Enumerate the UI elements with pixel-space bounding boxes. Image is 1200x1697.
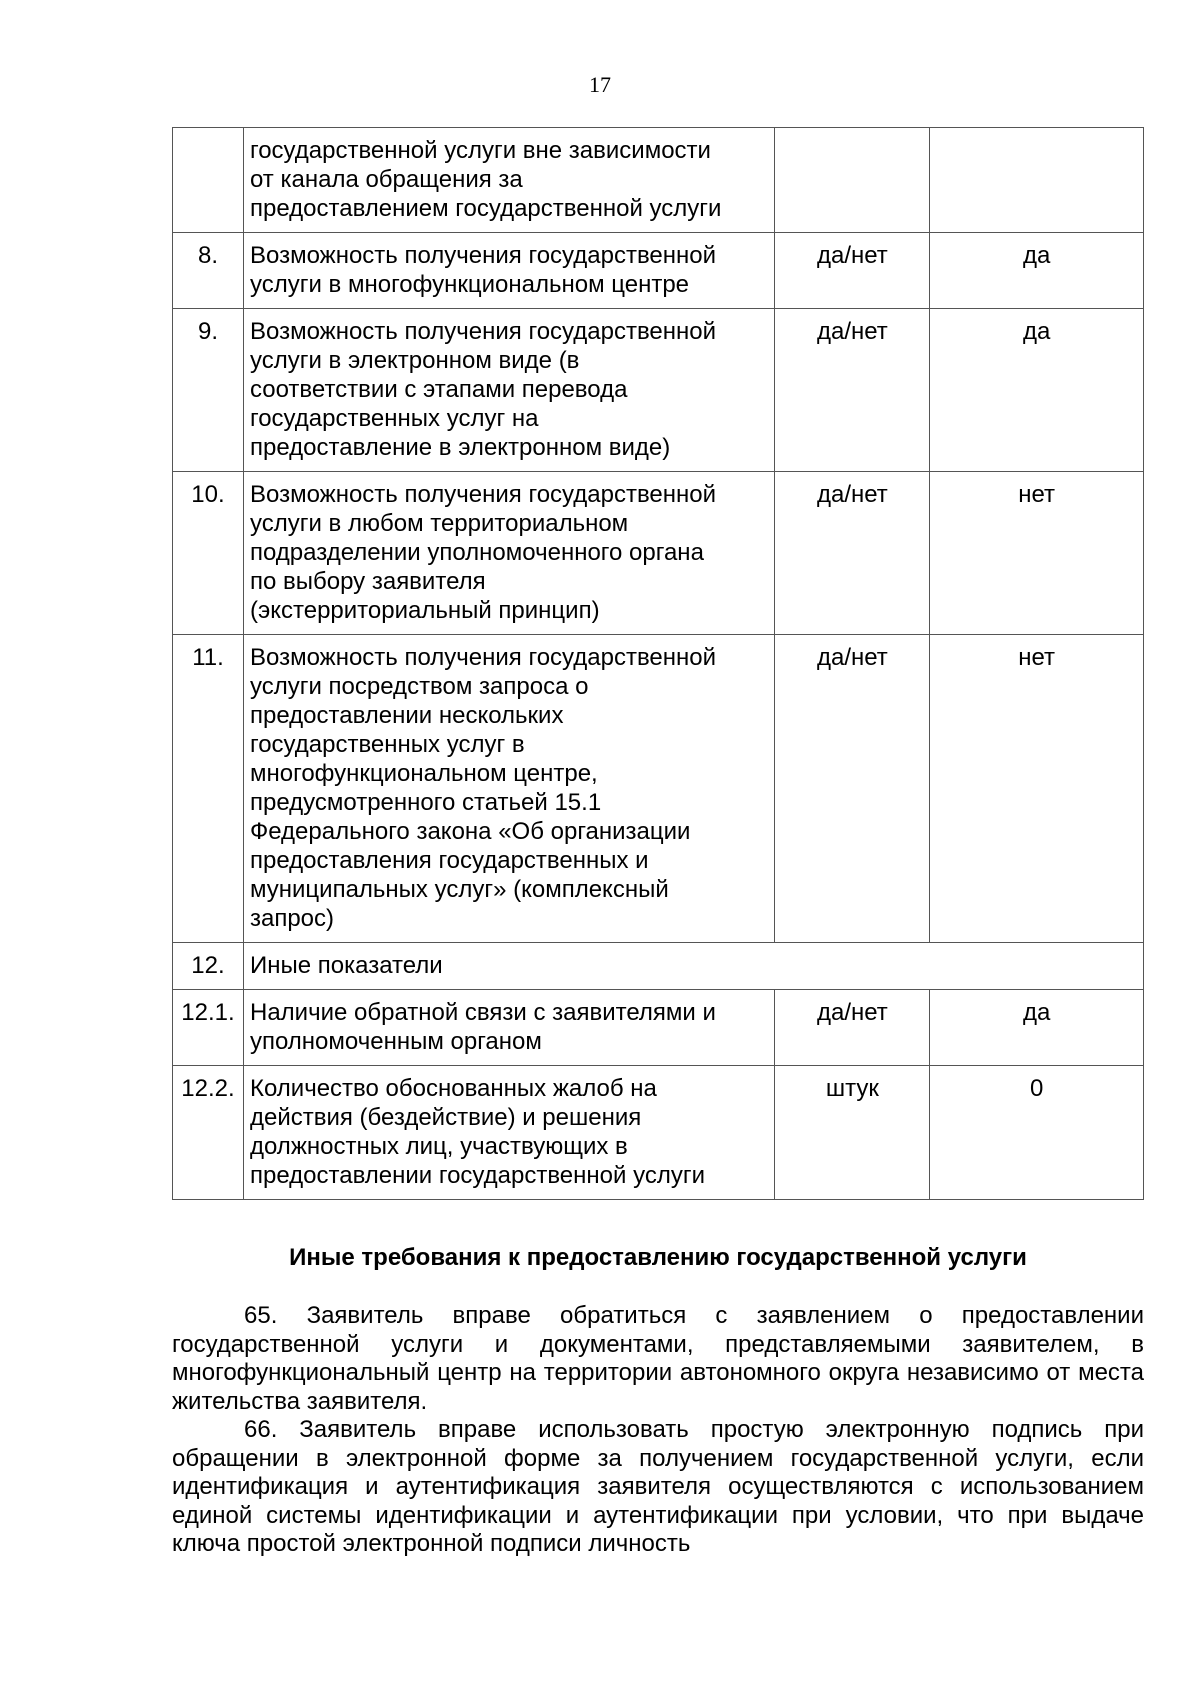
table-row <box>173 472 1144 635</box>
row-number: 9. <box>173 309 244 472</box>
body-text <box>172 1302 1144 1559</box>
indicator-name: Возможность получения государственной услуги в электронном виде (в соответствии с этапами перевода государственных услуг на предоставление в электронном виде) <box>243 309 774 472</box>
table-row <box>173 128 1144 233</box>
section-heading: Иные требования к предоставлению государственной услуги <box>289 1244 1027 1271</box>
paragraph: 65. Заявитель вправе обратиться с заявлением о предоставлении государственной услуги и документами, представляемыми заявителем, в многофункциональный центр на территории автономного округа независимо от места жительства заявителя. <box>172 1302 1144 1415</box>
row-number: 12.1. <box>173 990 244 1066</box>
row-number: 10. <box>173 472 244 635</box>
normative-value: нет <box>930 472 1144 635</box>
indicator-name: Возможность получения государственной услуги в любом территориальном подразделении уполномоченного органа по выбору заявителя (экстерриториальный принцип) <box>243 472 774 635</box>
indicators-table <box>172 127 1144 1200</box>
normative-value <box>930 128 1144 233</box>
row-number: 12.2. <box>173 1066 244 1200</box>
table-row <box>173 990 1144 1066</box>
unit-of-measure: да/нет <box>775 309 930 472</box>
normative-value: нет <box>930 635 1144 943</box>
unit-of-measure: да/нет <box>775 635 930 943</box>
normative-value: да <box>930 990 1144 1066</box>
normative-value: да <box>930 309 1144 472</box>
row-number: 12. <box>173 943 244 990</box>
paragraph: 66. Заявитель вправе использовать простую электронную подпись при обращении в электронной форме за получением государственной услуги, если идентификация и аутентификация заявителя осуществляются с использованием единой системы идентификации и аутентификации при условии, что при выдаче ключа простой электронной подписи личность <box>172 1416 1144 1557</box>
unit-of-measure: да/нет <box>775 233 930 309</box>
row-number: 11. <box>173 635 244 943</box>
indicator-name: государственной услуги вне зависимости от канала обращения за предоставлением государственной услуги <box>243 128 774 233</box>
page-number: 17 <box>589 72 611 97</box>
unit-of-measure: да/нет <box>775 472 930 635</box>
row-number: 8. <box>173 233 244 309</box>
normative-value: да <box>930 233 1144 309</box>
unit-of-measure: штук <box>775 1066 930 1200</box>
unit-of-measure <box>775 128 930 233</box>
row-number <box>173 128 244 233</box>
group-heading: Иные показатели <box>243 943 1143 990</box>
table-row <box>173 635 1144 943</box>
table-row <box>173 233 1144 309</box>
indicator-name: Возможность получения государственной услуги посредством запроса о предоставлении нескольких государственных услуг в многофункциональном центре, предусмотренного статьей 15.1 Федерального закона «Об организации предоставления государственных и муниципальных услуг» (комплексный запрос) <box>243 635 774 943</box>
indicator-name: Наличие обратной связи с заявителями и уполномоченным органом <box>243 990 774 1066</box>
normative-value: 0 <box>930 1066 1144 1200</box>
unit-of-measure: да/нет <box>775 990 930 1066</box>
indicator-name: Количество обоснованных жалоб на действия (бездействие) и решения должностных лиц, участвующих в предоставлении государственной услуги <box>243 1066 774 1200</box>
table-row <box>173 943 1144 990</box>
indicator-name: Возможность получения государственной услуги в многофункциональном центре <box>243 233 774 309</box>
table-row <box>173 1066 1144 1200</box>
table-row <box>173 309 1144 472</box>
